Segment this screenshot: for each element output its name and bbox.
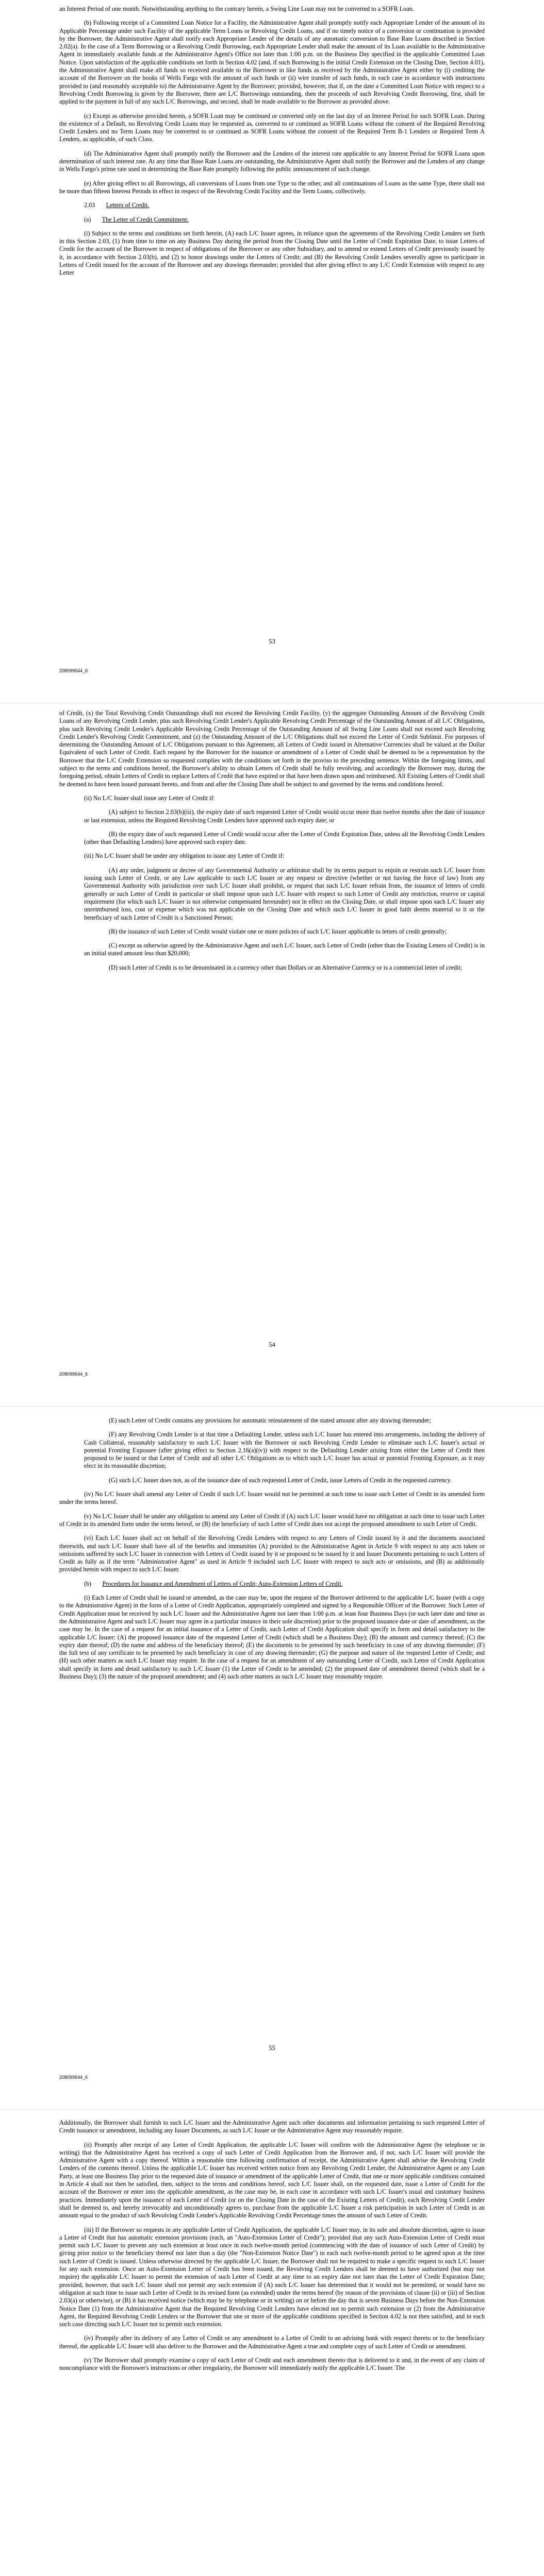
subsection-title: Procedures for Issuance and Amendment of Letters of Credit; Auto-Extension Letters of Credit. [102,1580,343,1587]
clause-item: (B) the expiry date of such requested Letter of Credit would occur after the Letter of Credit Expiration Date, unless all the Revolving Credit Lenders (other than Defaulting Lenders) have approved such expiry date. [84,830,485,846]
clause-item: (G) such L/C Issuer does not, as of the issuance date of such requested Letter of Credit, issue Letters of Credit in the requested currency. [109,1476,452,1484]
page-body [59,2119,485,2379]
clause-b-i: (i) Each Letter of Credit shall be issued or amended, as the case may be, upon the request of the Borrower delivered to the applicable L/C Issuer (with a copy to the Administrative Agent) in the form of a Letter of Credit Application, appropriately completed and signed by a Responsible Officer of the Borrower. Such Letter of Credit Application must be received by such L/C Issuer and the Administrative Agent not later than 1:00 p.m. at least four Business Days (or such later date and time as the Administrative Agent and such L/C Issuer may agree in a particular instance in their sole discretion) prior to the proposed issuance date or date of amendment, as the case may be. In the case of a request for an initial issuance of a Letter of Credit, such Letter of Credit Application shall specify in form and detail satisfactory to the applicable L/C Issuer: (A) the proposed issuance date of the requested Letter of Credit (which shall be a Business Day); (B) the amount and currency thereof; (C) the expiry date thereof; (D) the name and address of the beneficiary thereof; (E) the documents to be presented by such beneficiary in case of any drawing thereunder; (F) the full text of any certificate to be presented by such beneficiary in case of any drawing thereunder; (G) the purpose and nature of the requested Letter of Credit; and (H) such other matters as such L/C Issuer may require. In the case of a request for an amendment of any outstanding Letter of Credit, such Letter of Credit Application shall specify in form and detail satisfactory to such L/C Issuer (1) the Letter of Credit to be amended; (2) the proposed date of amendment thereof (which shall be a Business Day); (3) the nature of the proposed amendment; and (4) such other matters as such L/C Issuer may reasonably require. [59,1594,485,1681]
document-id: 208099544_6 [59,1371,88,1377]
clause-iv: (iv) No L/C Issuer shall amend any Letter of Credit if such L/C Issuer would not be permitted at such time to issue such Letter of Credit in its amended form under the terms hereof. [59,1490,485,1506]
document-id: 208099544_6 [59,668,88,673]
page-body [59,5,485,283]
paragraph-i: (i) Subject to the terms and conditions set forth herein, (A) each L/C Issuer agrees, in reliance upon the agreements of the Revolving Credit Lenders set forth in this Section 2.03, (1) from time to time on any Business Day during the period from the Closing Date until the Letter of Credit Expiration Date, to issue Letters of Credit for the account of the Borrower in respect of obligations of the Borrower or any other Subsidiary, and to amend or extend Letters of Credit previously issued by it, in accordance with Section 2.03(b), and (2) to honor drawings under the Letters of Credit; and (B) the Revolving Credit Lenders severally agree to participate in Letters of Credit issued for the account of the Borrower and any drawings thereunder; provided that after giving effect to any L/C Credit Extension with respect to any Letter [59,229,485,277]
clause-item: (E) such Letter of Credit contains any provisions for automatic reinstatement of the stated amount after any drawing thereunder; [109,1417,431,1424]
clause-item: (A) any order, judgment or decree of any Governmental Authority or arbitrator shall by its terms purport to enjoin or restrain such L/C Issuer from issuing such Letter of Credit, or any Law applicable to such L/C Issuer or any request or directive (whether or not having the force of law) from any Governmental Authority with jurisdiction over such L/C Issuer shall prohibit, or request that such L/C Issuer refrain from, the issuance of letters of credit generally or such Letter of Credit in particular or shall impose upon such L/C Issuer with respect to such Letter of Credit any restriction, reserve or capital requirement (for which such L/C Issuer is not otherwise compensated hereunder) not in effect on the Closing Date, or shall impose upon such L/C Issuer any unreimbursed loss, cost or expense which was not applicable on the Closing Date and which such L/C Issuer in good faith deems material to it or the beneficiary of such Letter of Credit is a Sanctioned Person; [84,866,485,921]
document-page-56 [0,2110,544,2576]
paragraph: of Credit, (x) the Total Revolving Credit Outstandings shall not exceed the Revolving Credit Facility, (y) the aggregate Outstanding Amount of the Revolving Credit Loans of any Revolving Credit Lender, plus such Revolving Credit Lender's Applicable Revolving Credit Percentage of the Outstanding Amount of all L/C Obligations, plus such Revolving Credit Lender's Applicable Revolving Credit Percentage of the Outstanding Amount of all Swing Line Loans shall not exceed such Revolving Credit Lender's Revolving Credit Commitment, and (z) the Outstanding Amount of the L/C Obligations shall not exceed the Letter of Credit Sublimit. For purposes of determining the Outstanding Amount of L/C Obligations pursuant to this Agreement, all Letters of Credit issued in Alternative Currencies shall be valued at the Dollar Equivalent of such Letter of Credit. Each request by the Borrower for the issuance or amendment of a Letter of Credit shall be deemed to be a representation by the Borrower that the L/C Credit Extension so requested complies with the conditions set forth in the proviso to the preceding sentence. Within the foregoing limits, and subject to the terms and conditions hereof, the Borrower's ability to obtain Letters of Credit shall be fully revolving, and accordingly the Borrower may, during the foregoing period, obtain Letters of Credit to replace Letters of Credit that have expired or that have been drawn upon and reimbursed. All Existing Letters of Credit shall be deemed to have been issued pursuant hereto, and from and after the Closing Date shall be subject to and governed by the terms and conditions hereof. [59,709,485,788]
paragraph: Additionally, the Borrower shall furnish to such L/C Issuer and the Administrative Agent such other documents and information pertaining to such requested Letter of Credit issuance or amendment, including any Issuer Documents, as such L/C Issuer or the Administrative Agent may reasonably require. [59,2119,485,2134]
clause-iii: (iii) If the Borrower so requests in any applicable Letter of Credit Application, the applicable L/C Issuer may, in its sole and absolute discretion, agree to issue a Letter of Credit that has automatic extension provisions (each, an "Auto-Extension Letter of Credit"); provided that any such Auto-Extension Letter of Credit must permit such L/C Issuer to prevent any such extension at least once in each twelve-month period (commencing with the date of issuance of such Letter of Credit) by giving prior notice to the beneficiary thereof not later than a day (the "Non-Extension Notice Date") in each such twelve-month period to be agreed upon at the time such Letter of Credit is issued. Unless otherwise directed by the applicable L/C Issuer, the Borrower shall not be required to make a specific request to such L/C Issuer for any such extension. Once an Auto-Extension Letter of Credit has been issued, the Revolving Credit Lenders shall be deemed to have authorized (but may not require) the applicable L/C Issuer to permit the extension of such Letter of Credit at any time to an expiry date not later than the Letter of Credit Expiration Date; provided, however, that such L/C Issuer shall not permit any such extension if (A) such L/C Issuer has determined that it would not be permitted, or would have no obligation at such time to issue such Letter of Credit in its revised form (as extended) under the terms hereof (by reason of the provisions of clause (ii) or (iii) of Section 2.03(a) or otherwise), or (B) it has received notice (which may be by telephone or in writing) on or before the day that is seven Business Days before the Non-Extension Notice Date (1) from the Administrative Agent that the Required Revolving Credit Lenders have elected not to permit such extension or (2) from the Administrative Agent, the Required Revolving Credit Lenders or the Borrower that one or more of the applicable conditions specified in Section 4.02 is not then satisfied, and in each such case directing such L/C Issuer not to permit such extension. [59,2226,485,2328]
section-title: Letters of Credit. [106,201,150,209]
section-number: 2.03 [84,201,95,209]
clause-item: (B) the issuance of such Letter of Credit would violate one or more policies of such L/C Issuer applicable to letters of credit generally; [109,927,447,935]
paragraph: an Interest Period of one month. Notwithstanding anything to the contrary herein, a Swing Line Loan may not be converted to a SOFR Loan. [59,5,414,12]
paragraph-c: (c) Except as otherwise provided herein, a SOFR Loan may be continued or converted only on the last day of an Interest Period for such SOFR Loan. During the existence of a Default, no Revolving Credit Loans may be requested as, converted to or continued as SOFR Loans without the consent of the Required Revolving Credit Lenders and no Term Loans may be converted to or continued as SOFR Loans without the consent of the Required Term B-1 Lenders or Required Term A Lenders, as applicable, of such Class. [59,112,485,143]
section-heading [59,201,485,209]
paragraph-b: (b) Following receipt of a Committed Loan Notice for a Facility, the Administrative Agent shall promptly notify each Appropriate Lender of the amount of its Applicable Percentage under such Facility of the applicable Term Loans or Revolving Credit Loans, and if no timely notice of a conversion or continuation is provided by the Borrower, the Administrative Agent shall notify each Appropriate Lender of the details of any automatic conversion to Base Rate Loans described in Section 2.02(a). In the case of a Term Borrowing or a Revolving Credit Borrowing, each Appropriate Lender shall make the amount of its Loan available to the Administrative Agent in immediately available funds at the Administrative Agent's Office not later than 1:00 p.m. on the Business Day specified in the applicable Committed Loan Notice. Upon satisfaction of the applicable conditions set forth in Section 4.02 (and, if such Borrowing is the initial Credit Extension on the Closing Date, Section 4.01), the Administrative Agent shall make all funds so received available to the Borrower in like funds as received by the Administrative Agent either by (i) crediting the account of the Borrower on the books of Wells Fargo with the amount of such funds or (ii) wire transfer of such funds, in each case in accordance with instructions provided to (and reasonably acceptable to) the Administrative Agent by the Borrower; provided, however, that if, on the date a Committed Loan Notice with respect to a Revolving Credit Borrowing is given by the Borrower, there are L/C Borrowings outstanding, then the proceeds of such Revolving Credit Borrowing, first, shall be applied to the payment in full of any such L/C Borrowings, and second, shall be made available to the Borrower as provided above. [59,19,485,106]
page-number: 53 [269,638,275,645]
subsection-heading [59,1580,485,1588]
page-body [59,1417,485,1687]
document-page-55 [0,1406,544,2110]
document-page-53 [0,0,544,703]
clause-ii-heading: (ii) No L/C Issuer shall issue any Letter of Credit if: [84,794,215,802]
clause-item: (C) except as otherwise agreed by the Administrative Agent and such L/C Issuer, such Letter of Credit (other than the Existing Letters of Credit) is in an initial stated amount less than $20,000; [84,942,485,957]
page-number: 54 [269,1341,275,1348]
clause-item: (D) such Letter of Credit is to be denominated in a currency other than Dollars or an Alternative Currency or is a commercial letter of credit; [109,963,463,971]
page-number: 55 [269,2044,275,2052]
subsection-heading [59,216,485,224]
document-page-54 [0,703,544,1406]
paragraph-e: (e) After giving effect to all Borrowings, all conversions of Loans from one Type to the other, and all continuations of Loans as the same Type, there shall not be more than fifteen Interest Periods in effect in respect of the Revolving Credit Facility and the Term Loans, collectively. [59,179,485,195]
clause-item: (A) subject to Section 2.03(b)(iii), the expiry date of such requested Letter of Credit would occur more than twelve months after the date of issuance or last extension, unless the Required Revolving Credit Lenders have approved such expiry date; or [84,808,485,824]
document-id: 208099544_6 [59,2075,88,2080]
subsection-label: (b) [84,1580,92,1587]
paragraph-d: (d) The Administrative Agent shall promptly notify the Borrower and the Lenders of the interest rate applicable to any Interest Period for SOFR Loans upon determination of such interest rate. At any time that Base Rate Loans are outstanding, the Administrative Agent shall notify the Borrower and the Lenders of any change in Wells Fargo's prime rate used in determining the Base Rate promptly following the public announcement of such change. [59,149,485,173]
clause-v: (v) The Borrower shall promptly examine a copy of each Letter of Credit and each amendment thereto that is delivered to it and, in the event of any claim of noncompliance with the Borrower's instructions or other irregularity, the Borrower will immediately notify the applicable L/C Issuer. The [59,2357,485,2372]
clause-iv: (iv) Promptly after its delivery of any Letter of Credit or any amendment to a Letter of Credit to an advising bank with respect thereto or to the beneficiary thereof, the applicable L/C Issuer will also deliver to the Borrower and the Administrative Agent a true and complete copy of such Letter of Credit or amendment. [59,2334,485,2350]
clause-vi: (vi) Each L/C Issuer shall act on behalf of the Revolving Credit Lenders with respect to any Letters of Credit issued by it and the documents associated therewith, and such L/C Issuer shall have all of the benefits and immunities (A) provided to the Administrative Agent in Article 9 with respect to any acts taken or omissions suffered by such L/C Issuer in connection with Letters of Credit issued by it or proposed to be issued by it and Issuer Documents pertaining to such Letters of Credit as fully as if the term "Administrative Agent" as used in Article 9 included such L/C Issuer with respect to such acts or omissions, and (B) as additionally provided herein with respect to such L/C Issuer. [59,1534,485,1573]
clause-iii-heading: (iii) No L/C Issuer shall be under any obligation to issue any Letter of Credit if: [84,852,285,860]
clause-v: (v) No L/C Issuer shall be under any obligation to amend any Letter of Credit if (A) such L/C Issuer would have no obligation at such time to issue such Letter of Credit in its amended form under the terms hereof, or (B) the beneficiary of such Letter of Credit does not accept the proposed amendment to such Letter of Credit. [59,1512,485,1528]
clause-ii: (ii) Promptly after receipt of any Letter of Credit Application, the applicable L/C Issuer will confirm with the Administrative Agent (by telephone or in writing) that the Administrative Agent has received a copy of such Letter of Credit Application from the Borrower and, if not, such L/C Issuer will provide the Administrative Agent with a copy thereof. Within a reasonable time following confirmation of receipt, the Administrative Agent shall advise the Revolving Credit Lenders of the contents thereof. Unless the applicable L/C Issuer has received written notice from any Revolving Credit Lender, the Administrative Agent or any Loan Party, at least one Business Day prior to the requested date of issuance or amendment of the applicable Letter of Credit, that one or more applicable conditions contained in Article 4 shall not then be satisfied, then, subject to the terms and conditions hereof, such L/C Issuer shall, on the requested date, issue a Letter of Credit for the account of the Borrower or enter into the applicable amendment, as the case may be, in each case in accordance with such L/C Issuer's usual and customary business practices. Immediately upon the issuance of each Letter of Credit (or on the Closing Date in the case of the Existing Letters of Credit), each Revolving Credit Lender shall be deemed to, and hereby irrevocably and unconditionally agrees to, purchase from the applicable L/C Issuer a risk participation in such Letter of Credit in an amount equal to the product of such Revolving Credit Lender's Applicable Revolving Credit Percentage times the amount of such Letter of Credit. [59,2141,485,2219]
subsection-title: The Letter of Credit Commitment. [102,215,189,223]
page-body [59,709,485,978]
clause-item: (F) any Revolving Credit Lender is at that time a Defaulting Lender, unless such L/C Issuer has entered into arrangements, including the delivery of Cash Collateral, reasonably satisfactory to such L/C Issuer with the Borrower or such Revolving Credit Lender to eliminate such L/C Issuer's actual or potential Fronting Exposure (after giving effect to Section 2.16(a)(iv)) with respect to the Defaulting Lender arising from either the Letter of Credit then proposed to be issued or that Letter of Credit and all other L/C Obligations as to which such L/C Issuer has actual or potential Fronting Exposure, as it may elect in its reasonable discretion; [84,1431,485,1470]
subsection-label: (a) [84,215,91,223]
